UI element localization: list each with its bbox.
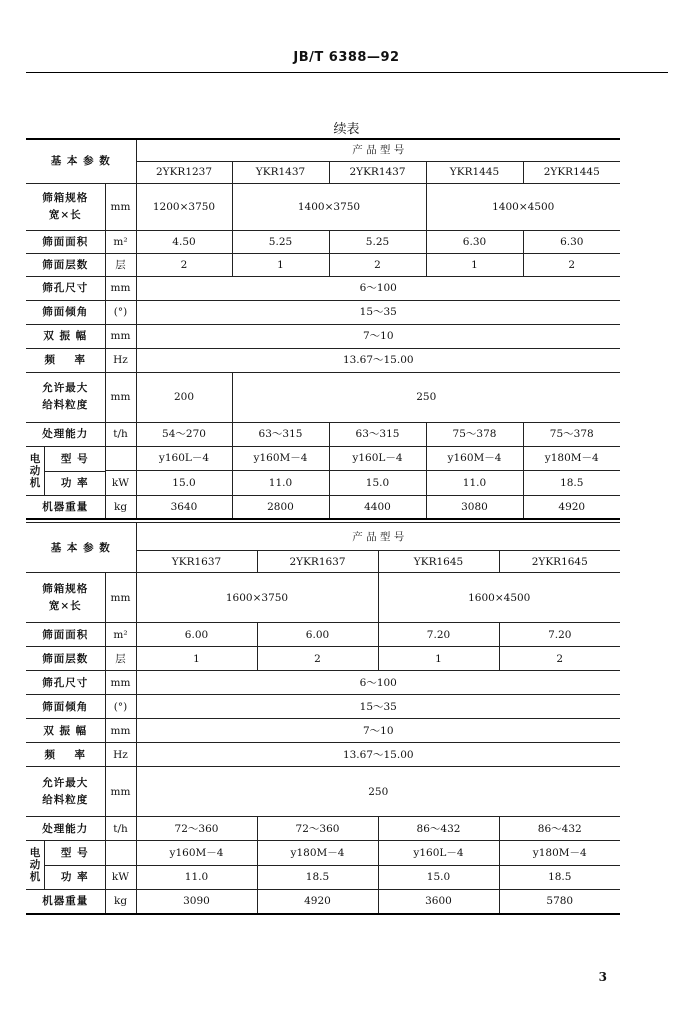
model-cell: 2YKR1237 bbox=[136, 161, 232, 183]
capacity-label: 处理能力 bbox=[26, 422, 105, 446]
double-amplitude-unit: mm bbox=[105, 719, 136, 743]
motor-power-label: 功 率 bbox=[60, 871, 89, 883]
machine-weight-label: 机器重量 bbox=[26, 495, 105, 519]
double-amplitude-label: 双 振 幅 bbox=[26, 324, 105, 348]
hole-size-label: 筛孔尺寸 bbox=[26, 671, 105, 695]
max-feed-label: 允许最大 给料粒度 bbox=[26, 372, 105, 422]
hole-size-cell: 6～100 bbox=[136, 671, 620, 695]
screen-area-cell: 7.20 bbox=[378, 623, 499, 647]
machine-weight-cell: 3080 bbox=[426, 495, 523, 519]
capacity-cell: 75～378 bbox=[523, 422, 620, 446]
hole-size-cell: 6～100 bbox=[136, 276, 620, 300]
motor-power-unit: kW bbox=[105, 471, 136, 496]
deck-count-cell: 2 bbox=[257, 647, 378, 671]
deck-count-unit: 层 bbox=[105, 647, 136, 671]
double-amplitude-unit: mm bbox=[105, 324, 136, 348]
capacity-unit: t/h bbox=[105, 422, 136, 446]
capacity-label: 处理能力 bbox=[26, 817, 105, 841]
box-size-cell: 1600×3750 bbox=[136, 573, 378, 623]
capacity-cell: 75～378 bbox=[426, 422, 523, 446]
box-size-cell: 1600×4500 bbox=[378, 573, 620, 623]
screen-area-unit: m² bbox=[105, 230, 136, 253]
deck-count-label: 筛面层数 bbox=[26, 647, 105, 671]
motor-model-cell: y160M－4 bbox=[136, 841, 257, 866]
frequency-unit: Hz bbox=[105, 348, 136, 372]
motor-model-cell: y160L－4 bbox=[329, 446, 426, 471]
capacity-cell: 86～432 bbox=[378, 817, 499, 841]
double-amplitude-cell: 7～10 bbox=[136, 719, 620, 743]
motor-model-unit bbox=[105, 446, 136, 471]
hole-size-unit: mm bbox=[105, 276, 136, 300]
motor-model-unit bbox=[105, 841, 136, 866]
motor-power-cell: 18.5 bbox=[499, 865, 620, 890]
model-cell: 2YKR1437 bbox=[329, 161, 426, 183]
hole-size-unit: mm bbox=[105, 671, 136, 695]
deck-count-cell: 2 bbox=[329, 253, 426, 276]
frequency-cell: 13.67～15.00 bbox=[136, 743, 620, 767]
max-feed-cell: 200 bbox=[136, 372, 232, 422]
motor-model-cell: y180M－4 bbox=[499, 841, 620, 866]
deck-count-unit: 层 bbox=[105, 253, 136, 276]
screen-area-cell: 6.30 bbox=[523, 230, 620, 253]
machine-weight-unit: kg bbox=[105, 495, 136, 519]
machine-weight-cell: 3640 bbox=[136, 495, 232, 519]
screen-angle-label: 筛面倾角 bbox=[26, 300, 105, 324]
max-feed-unit: mm bbox=[105, 372, 136, 422]
double-amplitude-cell: 7～10 bbox=[136, 324, 620, 348]
machine-weight-cell: 4400 bbox=[329, 495, 426, 519]
capacity-cell: 54～270 bbox=[136, 422, 232, 446]
model-cell: YKR1445 bbox=[426, 161, 523, 183]
product-model-header: 产 品 型 号 bbox=[136, 139, 620, 161]
model-cell: YKR1637 bbox=[136, 551, 257, 573]
screen-area-cell: 4.50 bbox=[136, 230, 232, 253]
max-feed-cell: 250 bbox=[232, 372, 620, 422]
frequency-cell: 13.67～15.00 bbox=[136, 348, 620, 372]
page-number: 3 bbox=[598, 970, 607, 984]
spec-table-1 bbox=[26, 138, 620, 520]
model-cell: YKR1437 bbox=[232, 161, 329, 183]
motor-power-cell: 15.0 bbox=[378, 865, 499, 890]
motor-label: 电动机 bbox=[29, 847, 41, 883]
box-size-cell: 1400×3750 bbox=[232, 183, 426, 230]
machine-weight-cell: 3090 bbox=[136, 890, 257, 914]
box-size-label: 筛箱规格 宽×长 bbox=[26, 183, 105, 230]
max-feed-label: 允许最大 给料粒度 bbox=[26, 767, 105, 817]
product-model-header: 产 品 型 号 bbox=[136, 523, 620, 551]
motor-model-cell: y180M－4 bbox=[257, 841, 378, 866]
double-amplitude-label: 双 振 幅 bbox=[26, 719, 105, 743]
spec-table-2 bbox=[26, 522, 620, 915]
screen-angle-cell: 15～35 bbox=[136, 300, 620, 324]
screen-area-cell: 6.30 bbox=[426, 230, 523, 253]
frequency-label: 频 率 bbox=[26, 348, 105, 372]
frequency-unit: Hz bbox=[105, 743, 136, 767]
box-size-unit: mm bbox=[105, 183, 136, 230]
capacity-cell: 72～360 bbox=[257, 817, 378, 841]
deck-count-cell: 1 bbox=[136, 647, 257, 671]
model-cell: 2YKR1445 bbox=[523, 161, 620, 183]
motor-group-label bbox=[26, 446, 105, 495]
model-cell: YKR1645 bbox=[378, 551, 499, 573]
machine-weight-label: 机器重量 bbox=[26, 890, 105, 914]
motor-power-cell: 15.0 bbox=[329, 471, 426, 496]
motor-label: 电动机 bbox=[29, 452, 41, 489]
screen-angle-label: 筛面倾角 bbox=[26, 695, 105, 719]
capacity-unit: t/h bbox=[105, 817, 136, 841]
screen-angle-unit: (°) bbox=[105, 300, 136, 324]
box-size-unit: mm bbox=[105, 573, 136, 623]
motor-model-cell: y180M－4 bbox=[523, 446, 620, 471]
capacity-cell: 63～315 bbox=[329, 422, 426, 446]
basic-params-header: 基 本 参 数 bbox=[26, 139, 136, 183]
capacity-cell: 63～315 bbox=[232, 422, 329, 446]
machine-weight-cell: 4920 bbox=[257, 890, 378, 914]
motor-power-cell: 18.5 bbox=[257, 865, 378, 890]
model-cell: 2YKR1645 bbox=[499, 551, 620, 573]
machine-weight-unit: kg bbox=[105, 890, 136, 914]
motor-power-cell: 11.0 bbox=[232, 471, 329, 496]
motor-model-cell: y160M－4 bbox=[232, 446, 329, 471]
machine-weight-cell: 2800 bbox=[232, 495, 329, 519]
box-size-cell: 1200×3750 bbox=[136, 183, 232, 230]
basic-params-header: 基 本 参 数 bbox=[26, 523, 136, 573]
table-caption: 续表 bbox=[333, 122, 360, 137]
motor-group-label bbox=[26, 841, 105, 890]
motor-power-unit: kW bbox=[105, 865, 136, 890]
machine-weight-cell: 5780 bbox=[499, 890, 620, 914]
max-feed-cell: 250 bbox=[136, 767, 620, 817]
screen-area-cell: 6.00 bbox=[257, 623, 378, 647]
standard-number-header: JB/T 6388—92 bbox=[293, 50, 400, 65]
model-cell: 2YKR1637 bbox=[257, 551, 378, 573]
motor-model-cell: y160M－4 bbox=[426, 446, 523, 471]
motor-power-cell: 11.0 bbox=[136, 865, 257, 890]
screen-area-cell: 5.25 bbox=[232, 230, 329, 253]
deck-count-cell: 2 bbox=[499, 647, 620, 671]
screen-area-label: 筛面面积 bbox=[26, 230, 105, 253]
screen-area-unit: m² bbox=[105, 623, 136, 647]
motor-power-cell: 15.0 bbox=[136, 471, 232, 496]
box-size-cell: 1400×4500 bbox=[426, 183, 620, 230]
screen-angle-cell: 15～35 bbox=[136, 695, 620, 719]
hole-size-label: 筛孔尺寸 bbox=[26, 276, 105, 300]
screen-angle-unit: (°) bbox=[105, 695, 136, 719]
deck-count-cell: 2 bbox=[523, 253, 620, 276]
max-feed-unit: mm bbox=[105, 767, 136, 817]
machine-weight-cell: 4920 bbox=[523, 495, 620, 519]
motor-model-cell: y160L－4 bbox=[136, 446, 232, 471]
motor-power-cell: 18.5 bbox=[523, 471, 620, 496]
screen-area-cell: 5.25 bbox=[329, 230, 426, 253]
motor-power-cell: 11.0 bbox=[426, 471, 523, 496]
screen-area-cell: 7.20 bbox=[499, 623, 620, 647]
screen-area-label: 筛面面积 bbox=[26, 623, 105, 647]
deck-count-cell: 1 bbox=[232, 253, 329, 276]
motor-model-cell: y160L－4 bbox=[378, 841, 499, 866]
frequency-label: 频 率 bbox=[26, 743, 105, 767]
motor-model-label: 型 号 bbox=[45, 841, 105, 866]
deck-count-label: 筛面层数 bbox=[26, 253, 105, 276]
deck-count-cell: 2 bbox=[136, 253, 232, 276]
capacity-cell: 72～360 bbox=[136, 817, 257, 841]
motor-model-label: 型 号 bbox=[45, 447, 105, 472]
box-size-label: 筛箱规格 宽×长 bbox=[26, 573, 105, 623]
header-rule bbox=[26, 72, 668, 73]
screen-area-cell: 6.00 bbox=[136, 623, 257, 647]
deck-count-cell: 1 bbox=[426, 253, 523, 276]
motor-power-label: 功 率 bbox=[60, 476, 89, 489]
capacity-cell: 86～432 bbox=[499, 817, 620, 841]
deck-count-cell: 1 bbox=[378, 647, 499, 671]
machine-weight-cell: 3600 bbox=[378, 890, 499, 914]
